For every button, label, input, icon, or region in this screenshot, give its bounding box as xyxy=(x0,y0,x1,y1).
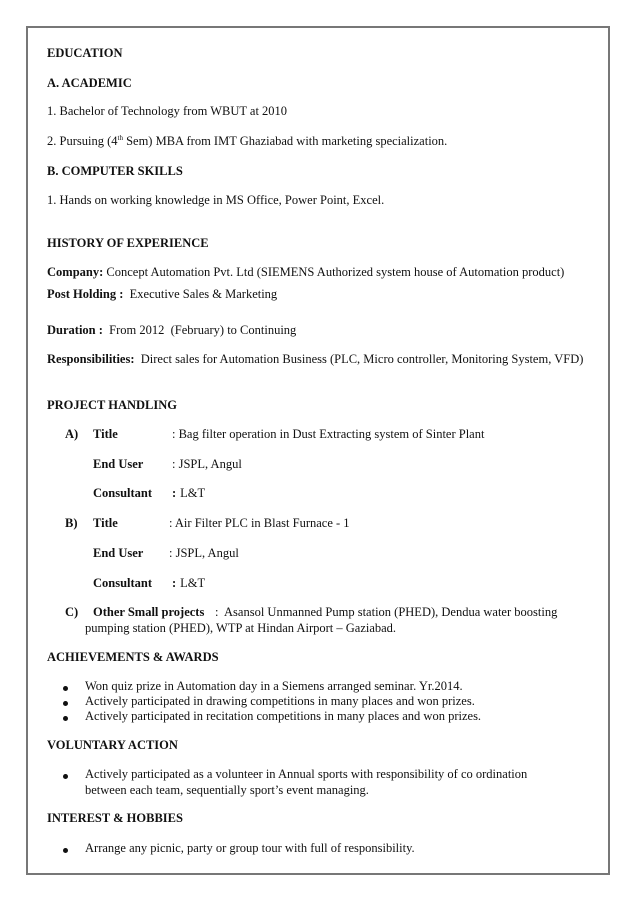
academic-item-2-pre: 2. Pursuing (4 xyxy=(47,134,118,148)
subheading-academic: A. ACADEMIC xyxy=(47,76,132,90)
interest-item-1: Arrange any picnic, party or group tour with full of responsibility. xyxy=(85,841,415,855)
achievement-item-2: Actively participated in drawing competitions in many places and won prizes. xyxy=(85,694,475,708)
project-b-title-label: Title xyxy=(93,516,118,530)
achievement-item-1: Won quiz prize in Automation day in a Siemens arranged seminar. Yr.2014. xyxy=(85,679,463,693)
bullet-icon xyxy=(63,701,68,706)
company-line xyxy=(47,265,564,280)
project-a-user-label: End User xyxy=(93,457,144,471)
bullet-icon xyxy=(63,774,68,779)
company-label: Company: xyxy=(47,265,104,279)
responsibilities-label: Responsibilities: xyxy=(47,352,135,366)
post-label: Post Holding : xyxy=(47,287,124,301)
project-b-consultant-value: L&T xyxy=(177,576,206,590)
voluntary-item-line-2: between each team, sequentially sport’s event managing. xyxy=(85,783,369,797)
post-line xyxy=(47,287,277,302)
project-a-title-label: Title xyxy=(93,427,118,441)
company-value: Concept Automation Pvt. Ltd (SIEMENS Authorized system house of Automation product) xyxy=(103,265,565,279)
voluntary-item-line-1: Actively participated as a volunteer in Annual sports with responsibility of co ordination xyxy=(85,767,528,781)
duration-line xyxy=(47,323,296,338)
academic-item-2-sup: th xyxy=(117,134,123,142)
project-a-consultant-label: Consultant xyxy=(93,486,153,500)
project-b-consultant-colon: : xyxy=(172,576,177,590)
section-heading-voluntary: VOLUNTARY ACTION xyxy=(47,738,178,752)
duration-label: Duration : xyxy=(47,323,103,337)
bullet-icon xyxy=(63,716,68,721)
project-b-user-label: End User xyxy=(93,546,144,560)
academic-item-2-post: Sem) MBA from IMT Ghaziabad with marketing specialization. xyxy=(122,134,448,148)
responsibilities-value: Direct sales for Automation Business (PLC, Micro controller, Monitoring System, VFD) xyxy=(134,352,584,366)
project-b-marker: B) xyxy=(65,516,78,530)
section-heading-interests: INTEREST & HOBBIES xyxy=(47,811,183,825)
project-a-title-value: : Bag filter operation in Dust Extracting system of Sinter Plant xyxy=(172,427,485,441)
duration-value: From 2012 (February) to Continuing xyxy=(102,323,297,337)
project-a-consultant-colon: : xyxy=(172,486,177,500)
responsibilities-line xyxy=(47,352,587,367)
project-a-consultant-value: L&T xyxy=(177,486,206,500)
project-b-user-value: : JSPL, Angul xyxy=(169,546,239,560)
project-b-title-value: : Air Filter PLC in Blast Furnace - 1 xyxy=(169,516,350,530)
section-heading-achievements: ACHIEVEMENTS & AWARDS xyxy=(47,650,219,664)
project-c-marker: C) xyxy=(65,605,79,619)
section-heading-experience: HISTORY OF EXPERIENCE xyxy=(47,236,209,250)
academic-item-1: 1. Bachelor of Technology from WBUT at 2010 xyxy=(47,104,288,118)
project-c-value-line-2: pumping station (PHED), WTP at Hindan Airport – Gaziabad. xyxy=(85,621,397,635)
computer-skill-item-1: 1. Hands on working knowledge in MS Office, Power Point, Excel. xyxy=(47,193,385,207)
section-heading-education: EDUCATION xyxy=(47,46,123,60)
project-c-value-line-1: : Asansol Unmanned Pump station (PHED), Dendua water boosting xyxy=(215,605,558,619)
academic-item-2 xyxy=(47,134,447,149)
project-a-marker: A) xyxy=(65,427,79,441)
project-b-consultant-label: Consultant xyxy=(93,576,153,590)
section-heading-projects: PROJECT HANDLING xyxy=(47,398,177,412)
post-value: Executive Sales & Marketing xyxy=(123,287,278,301)
subheading-computer-skills: B. COMPUTER SKILLS xyxy=(47,164,183,178)
project-a-user-value: : JSPL, Angul xyxy=(172,457,242,471)
bullet-icon xyxy=(63,848,68,853)
project-c-label: Other Small projects xyxy=(93,605,205,619)
bullet-icon xyxy=(63,686,68,691)
achievement-item-3: Actively participated in recitation competitions in many places and won prizes. xyxy=(85,709,482,723)
